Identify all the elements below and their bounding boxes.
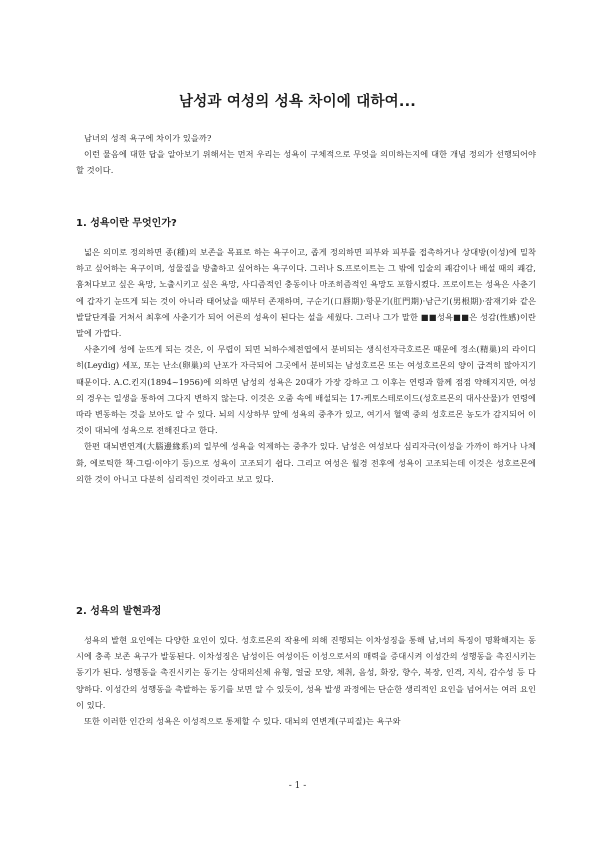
section-heading-development: 2. 성욕의 발현과정 (76, 606, 162, 617)
intro-paragraph: 이런 물음에 대한 답을 알아보기 위해서는 먼저 우리는 성욕이 구체적으로 무엇을 의미하는지에 대한 개념 정의가 선행되어야 할 것이다. (76, 149, 536, 176)
paragraph: 성욕의 발현 요인에는 다양한 요인이 있다. 성호르몬의 작용에 의해 진행되는 이차성징을 통해 남,녀의 특징이 명확해지는 동시에 충족 보존 욕구가 발동된다. 이차성징은 남성이든 여성이든 이성으로서의 매력을 증대시켜 이성간의 성행동을 촉진시키는 동기가 된다. 성행동을 촉진시키는 동기는 상대의신체 유형, 얼굴 모양, 체취, 음성, 화장, 향수, 복장, 인격, 지식, 감수성 등 다양하다. 이성간의 성행동을 촉발하는 동기를 보면 알 수 있듯이, 성욕 발생 과정에는 단순한 생리적인 요인을 넘어서는 여러 요인이 있다. (76, 635, 536, 710)
paragraph: 넓은 의미로 정의하면 종(種)의 보존을 목표로 하는 욕구이고, 좁게 정의하면 피부와 피부를 접촉하거나 상대방(이성)에 밀착하고 싶어하는 욕구이며, 성물질을 방출하고 싶어하는 욕구이다. 그러나 S.프로이트는 그 밖에 입술의 쾌감이나 배설 때의 쾌감, 훔쳐다보고 싶은 욕망, 노출시키고 싶은 욕망, 사디즘적인 충동이나 마조히즘적인 욕망도 포함시켰다. 프로이트는 성욕은 사춘기에 갑자기 눈뜨게 되는 것이 아니라 태어났을 때부터 존재하며, 구순기(口唇期)·항문기(肛門期)·남근기(男根期)·잠재기와 같은 발달단계를 거쳐서 최후에 사춘기가 되어 어른의 성욕이 된다는 설을 세웠다. 그러나 그가 말한 ■■성욕■■은 성감(性感)이란 말에 가깝다. (76, 247, 536, 339)
section-body-definition (76, 244, 536, 487)
paragraph: 또한 이러한 인간의 성욕은 이성적으로 통제할 수 있다. 대뇌의 연변계(구피질)는 욕구와 (84, 716, 401, 727)
intro-block (76, 130, 536, 179)
paragraph: 사춘기에 성에 눈뜨게 되는 것은, 이 무렵이 되면 뇌하수체전엽에서 분비되는 생식선자극호르몬 때문에 정소(精巢)의 라이디히(Leydig) 세포, 또는 난소(卵巢)의 난포가 자극되어 그곳에서 분비되는 남성호르몬 또는 여성호르몬의 양이 급격히 많아지기 때문이다. A.C.킨지(1894~1956)에 의하면 남성의 성욕은 20대가 가장 강하고 그 이후는 연령과 함께 점점 약해지지만, 여성의 경우는 일생을 통하여 그다지 변하지 않는다. 이것은 오줌 속에 배설되는 17-케토스테로이드(성호르몬의 대사산물)가 연령에 따라 변동하는 것을 보아도 알 수 있다. 뇌의 시상하부 앞에 성욕의 중추가 있고, 여기서 혈액 중의 성호르몬 농도가 감지되어 이것이 대뇌에 성욕으로 전해진다고 한다. (76, 344, 536, 436)
intro-question: 남녀의 성적 욕구에 차이가 있을까? (84, 133, 212, 143)
section-body-development (76, 632, 536, 729)
paragraph: 한편 대뇌변연계(大腦邊緣系)의 일부에 성욕을 억제하는 중추가 있다. 남성은 여성보다 심리자극(이성을 가까이 하거나 나체화, 에로틱한 책·그림·이야기 등)으로 성욕이 고조되기 쉽다. 그리고 여성은 월경 전후에 성욕이 고조되는데 이것은 성호르몬에 의한 것이 아니고 다분히 심리적인 것이라고 보고 있다. (76, 441, 536, 484)
page-title: 남성과 여성의 성욕 차이에 대하여... (178, 94, 416, 110)
page-number: - 1 - (288, 781, 307, 791)
section-heading-definition: 1. 성욕이란 무엇인가? (76, 218, 177, 229)
